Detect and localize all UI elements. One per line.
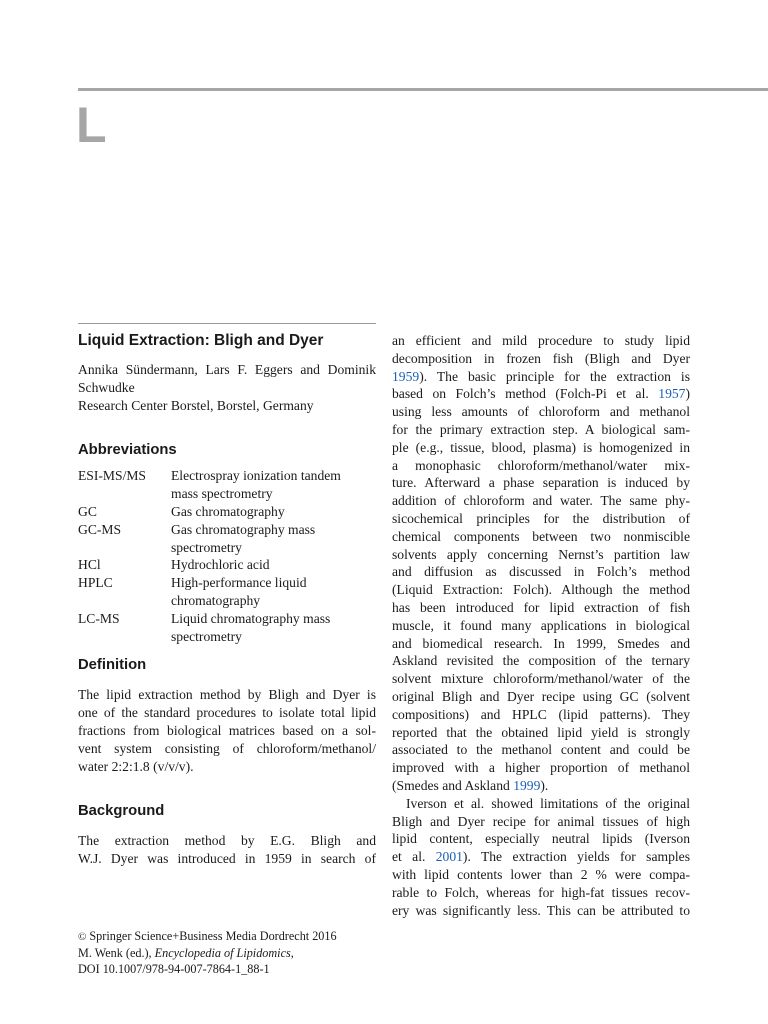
affiliation: Research Center Borstel, Borstel, Germany	[78, 397, 314, 413]
book-suffix: ,	[290, 946, 294, 960]
text-line	[392, 706, 690, 724]
line-text: with lipid contents lower than 2 % were compa-	[392, 866, 690, 882]
abbreviation-line: mass spectrometry	[171, 486, 273, 502]
text-line	[392, 902, 690, 920]
text-line: The lipid extraction method by Bligh and Dyer is	[78, 687, 376, 703]
text-line: vent system consisting of chloroform/methanol/	[78, 740, 376, 756]
text-line	[392, 563, 690, 581]
line-text: (Smedes and Askland	[392, 777, 514, 793]
authors-line: Annika Sündermann, Lars F. Eggers and Dominik	[78, 362, 376, 377]
abbreviation-term: GC	[78, 503, 97, 519]
line-text: a monophasic chloroform/methanol/water mix-	[392, 457, 690, 473]
copyright-line	[78, 928, 388, 945]
abbreviation-description	[171, 574, 376, 610]
line-text: sicochemical principles for the distribution of	[392, 510, 690, 526]
abbreviation-term: HPLC	[78, 575, 113, 591]
text-line	[392, 759, 690, 777]
line-text: muscle, it found many applications in biological	[392, 617, 690, 633]
abbreviation-line: spectrometry	[171, 539, 242, 555]
body-paragraph	[392, 795, 690, 920]
abbreviation-line: Gas chromatography mass	[171, 521, 316, 537]
text-line	[392, 403, 690, 421]
reference-year: 2001	[435, 849, 463, 865]
text-line	[392, 813, 690, 831]
text-line	[392, 777, 690, 795]
text-line	[392, 848, 690, 866]
authors-block	[78, 361, 376, 414]
abbreviation-row	[78, 610, 376, 646]
reference-year: 1959	[392, 368, 420, 384]
abbreviation-line: spectrometry	[171, 628, 242, 644]
reference-year: 1999	[513, 777, 541, 793]
abbreviation-row	[78, 503, 376, 521]
copyright-text: Springer Science+Business Media Dordrecht 2016	[89, 929, 337, 943]
text-line	[392, 581, 690, 599]
line-text: ple (e.g., tissue, blood, plasma) is homogenized in	[392, 439, 690, 455]
line-text: compositions) and HPLC (lipid patterns). They	[392, 706, 690, 722]
abbreviation-description	[171, 610, 376, 646]
line-text: et al.	[392, 849, 436, 865]
line-text: )	[685, 386, 690, 402]
background-heading: Background	[78, 803, 165, 820]
text-line	[392, 741, 690, 759]
line-text: original Bligh and Dyer recipe using GC (solvent	[392, 688, 690, 704]
right-column	[392, 332, 690, 919]
text-line	[392, 670, 690, 688]
abbreviation-line: Liquid chromatography mass	[171, 610, 331, 626]
abbreviations-heading: Abbreviations	[78, 442, 177, 459]
abbreviation-row	[78, 574, 376, 610]
entry-title: Liquid Extraction: Bligh and Dyer	[78, 332, 324, 349]
text-line	[392, 368, 690, 386]
abbreviation-term: LC-MS	[78, 610, 120, 626]
text-line	[392, 724, 690, 742]
line-text: ). The basic principle for the extraction is	[419, 368, 690, 384]
line-text: solvents apply concerning Nernst’s partition law	[392, 546, 690, 562]
line-text: lipid content, especially neutral lipids (Iverson	[392, 831, 690, 847]
authors-line: Schwudke	[78, 379, 135, 395]
text-line	[392, 421, 690, 439]
line-text: Iverson et al. showed limitations of the original	[406, 795, 690, 811]
line-text: improved with a higher proportion of methanol	[392, 760, 690, 776]
line-text: ).	[540, 777, 549, 793]
text-line	[392, 635, 690, 653]
text-line	[392, 599, 690, 617]
text-line	[392, 332, 690, 350]
abbreviation-row	[78, 521, 376, 557]
line-text: (Liquid Extraction: Folch). Although the method	[392, 582, 690, 598]
line-text: chemical components between two nonmiscible	[392, 528, 690, 544]
text-line	[392, 652, 690, 670]
footer-citation	[78, 928, 388, 977]
line-text: using less amounts of chloroform and methanol	[392, 404, 690, 420]
abbreviation-row	[78, 556, 376, 574]
text-line: water 2:2:1.8 (v/v/v).	[78, 758, 194, 774]
text-line	[392, 492, 690, 510]
abbreviation-line: High-performance liquid	[171, 575, 307, 591]
line-text: ery was significantly less. This can be attributed to	[392, 902, 690, 918]
text-line: W.J. Dyer was introduced in 1959 in search of	[78, 851, 376, 867]
doi-line: DOI 10.1007/978-94-007-7864-1_88-1	[78, 962, 270, 976]
copyright-symbol: ©	[78, 931, 87, 943]
line-text: and diffusion as discussed in Folch’s method	[392, 564, 690, 580]
text-line	[392, 617, 690, 635]
text-line	[392, 866, 690, 884]
left-column	[78, 323, 376, 868]
text-line	[392, 884, 690, 902]
body-paragraph	[392, 332, 690, 795]
text-line	[392, 688, 690, 706]
abbreviation-line: Gas chromatography	[171, 503, 285, 519]
line-text: Askland revisited the composition of the ternary	[392, 653, 690, 669]
text-line	[392, 795, 690, 813]
line-text: for the primary extraction step. A biological sam-	[392, 421, 690, 437]
abbreviations-list	[78, 467, 376, 645]
section-letter: L	[76, 97, 107, 153]
definition-heading: Definition	[78, 657, 147, 674]
text-line	[392, 830, 690, 848]
reference-year: 1957	[658, 386, 686, 402]
abbreviation-description	[171, 467, 376, 503]
text-line	[392, 385, 690, 403]
top-rule	[78, 88, 768, 91]
editor-text: M. Wenk (ed.),	[78, 946, 155, 960]
abbreviation-term: GC-MS	[78, 521, 122, 537]
line-text: associated to the methanol content and could be	[392, 742, 690, 758]
abbreviation-description	[171, 521, 376, 557]
text-line	[392, 528, 690, 546]
line-text: addition of chloroform and water. The same phy-	[392, 493, 690, 509]
abbreviation-term: HCl	[78, 557, 101, 573]
line-text: ). The extraction yields for samples	[462, 849, 690, 865]
text-line: fractions from biological matrices based on a sol-	[78, 722, 376, 738]
line-text: based on Folch’s method (Folch-Pi et al.	[392, 386, 659, 402]
abbreviation-line: Electrospray ionization tandem	[171, 468, 341, 484]
text-line	[392, 474, 690, 492]
text-line	[392, 439, 690, 457]
line-text: and biomedical research. In 1999, Smedes and	[392, 635, 690, 651]
abbreviation-line: chromatography	[171, 592, 261, 608]
editor-line	[78, 945, 388, 961]
text-line	[392, 546, 690, 564]
line-text: ture. Afterward a phase separation is induced by	[392, 475, 690, 491]
line-text: an efficient and mild procedure to study lipid	[392, 333, 690, 348]
book-title: Encyclopedia of Lipidomics	[154, 946, 291, 960]
background-text	[78, 832, 376, 868]
abbreviation-row	[78, 467, 376, 503]
line-text: reported that the obtained lipid yield is strongly	[392, 724, 690, 740]
text-line: one of the standard procedures to isolate total lipid	[78, 705, 376, 721]
abbreviation-description	[171, 503, 376, 521]
line-text: has been introduced for lipid extraction of fish	[392, 599, 690, 615]
text-line	[392, 510, 690, 528]
title-rule	[78, 323, 376, 324]
line-text: Bligh and Dyer recipe for animal tissues of high	[392, 813, 690, 829]
line-text: rable to Folch, whereas for high-fat tissues recov-	[392, 884, 690, 900]
abbreviation-term: ESI-MS/MS	[78, 468, 146, 484]
abbreviation-description	[171, 556, 376, 574]
text-line	[392, 350, 690, 368]
abbreviation-line: Hydrochloric acid	[171, 557, 270, 573]
line-text: solvent mixture chloroform/methanol/water of the	[392, 671, 690, 687]
line-text: decomposition in frozen fish (Bligh and Dyer	[392, 350, 690, 366]
definition-text	[78, 686, 376, 775]
text-line	[392, 457, 690, 475]
text-line: The extraction method by E.G. Bligh and	[78, 833, 376, 849]
